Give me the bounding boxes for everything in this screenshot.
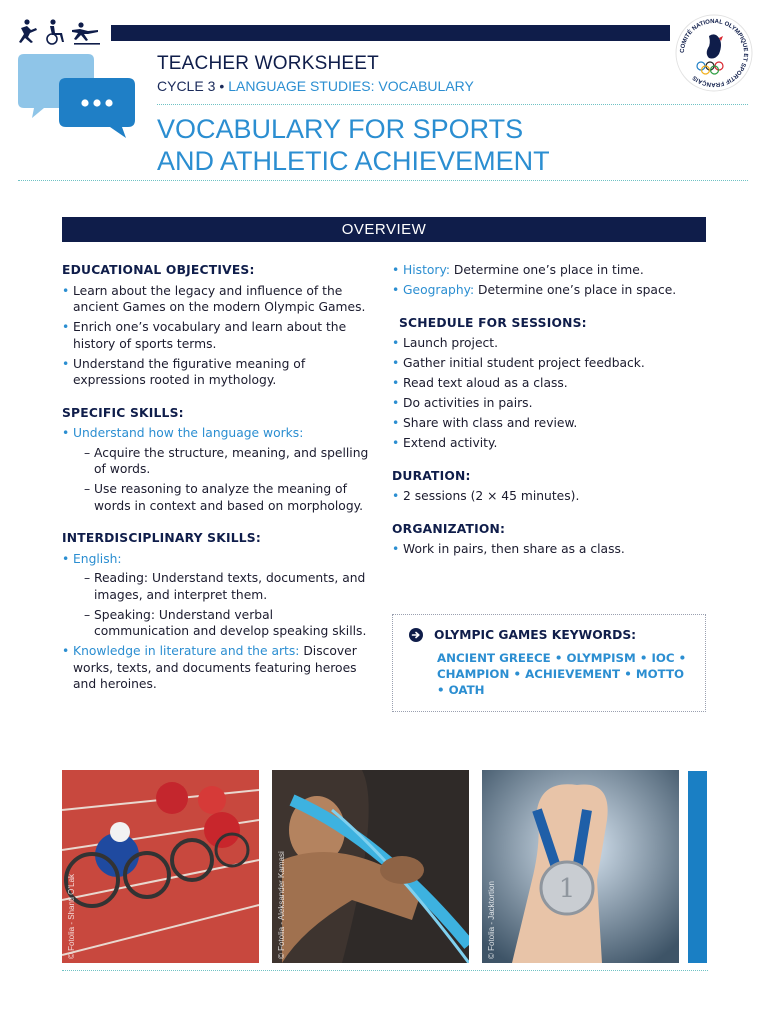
schedule-list	[392, 335, 712, 452]
seal-text: COMITÉ NATIONAL OLYMPIQUE ET SPORTIF FRANÇAIS	[679, 18, 749, 88]
organization-section	[392, 521, 712, 558]
arrow-right-circle-icon	[409, 628, 423, 642]
divider	[157, 104, 748, 105]
list-item: • Launch project.	[392, 335, 712, 352]
photo-credit: © Fotolia - Shanti O’Lak	[67, 873, 76, 959]
literature-text: Discover works, texts, and documents featuring heroes and heroines.	[73, 644, 357, 691]
keywords-heading: OLYMPIC GAMES KEYWORDS:	[434, 628, 637, 642]
duration-list	[392, 488, 712, 505]
photo-medal	[482, 770, 679, 963]
english-lead: English:	[73, 551, 122, 566]
list-item: – Use reasoning to analyze the meaning of words in context and based on morphology.	[73, 481, 372, 514]
cycle-label: CYCLE 3	[157, 78, 216, 94]
literature-lead: Knowledge in literature and the arts:	[73, 644, 300, 658]
title-line-1: VOCABULARY FOR SPORTS	[157, 114, 524, 144]
list-item: • Learn about the legacy and influence of the ancient Games on the modern Olympic Games.	[62, 283, 372, 316]
schedule-heading: SCHEDULE FOR SESSIONS:	[399, 315, 587, 330]
list-item	[392, 262, 712, 279]
photo-wheelchair-race	[62, 770, 259, 963]
keywords-list: ANCIENT GREECE • OLYMPISM • IOC • CHAMPION • ACHIEVEMENT • MOTTO • OATH	[437, 651, 687, 697]
list-item	[62, 643, 372, 693]
javelin-image	[272, 770, 469, 963]
objectives-section	[62, 262, 372, 389]
right-column	[392, 262, 712, 574]
overview-banner: OVERVIEW	[62, 217, 706, 242]
list-item: • Enrich one’s vocabulary and learn about the history of sports terms.	[62, 319, 372, 352]
schedule-section	[392, 315, 712, 452]
history-lead: History:	[403, 263, 450, 277]
divider	[18, 180, 748, 181]
left-column	[62, 262, 372, 709]
skills-sublist	[73, 445, 372, 515]
specific-skills-section	[62, 405, 372, 515]
list-item: • Work in pairs, then share as a class.	[392, 541, 712, 558]
interdisciplinary-heading: INTERDISCIPLINARY SKILLS:	[62, 531, 261, 545]
svg-text:1: 1	[558, 874, 576, 904]
organization-list	[392, 541, 712, 558]
list-item: • Do activities in pairs.	[392, 395, 712, 412]
photo-javelin	[272, 770, 469, 963]
worksheet-type: TEACHER WORKSHEET	[157, 53, 379, 74]
interdisciplinary-section	[62, 530, 372, 693]
english-sublist	[73, 570, 372, 640]
skills-list	[62, 425, 372, 514]
list-item: • Extend activity.	[392, 435, 712, 452]
list-item	[62, 551, 372, 640]
skills-lead: Understand how the language works:	[73, 426, 304, 440]
skills-heading: SPECIFIC SKILLS:	[62, 405, 184, 420]
sport-pictograms-icon	[18, 18, 103, 46]
geography-lead: Geography:	[403, 283, 475, 297]
list-item: • Understand the figurative meaning of expressions rooted in mythology.	[62, 356, 372, 389]
header-subtitle	[157, 78, 474, 94]
list-item: – Reading: Understand texts, documents, and images, and interpret them.	[73, 570, 372, 603]
list-item: • Share with class and review.	[392, 415, 712, 432]
list-item: • Read text aloud as a class.	[392, 375, 712, 392]
objectives-list	[62, 283, 372, 389]
continued-skills	[392, 262, 712, 299]
header-bar	[111, 25, 670, 41]
list-item	[392, 282, 712, 299]
objectives-heading: EDUCATIONAL OBJECTIVES:	[62, 263, 255, 277]
speech-bubbles-icon	[18, 54, 138, 140]
list-item: • Gather initial student project feedback.	[392, 355, 712, 372]
list-item	[62, 425, 372, 514]
separator: •	[219, 78, 225, 94]
duration-heading: DURATION:	[392, 468, 471, 483]
cnosf-seal-logo	[675, 14, 753, 92]
history-geo-list	[392, 262, 712, 299]
page-title	[157, 113, 657, 177]
title-line-2: AND ATHLETIC ACHIEVEMENT	[157, 146, 550, 176]
geography-text: Determine one’s place in space.	[474, 283, 677, 297]
accent-strip	[688, 771, 707, 963]
list-item: • 2 sessions (2 × 45 minutes).	[392, 488, 712, 505]
list-item: – Acquire the structure, meaning, and spelling of words.	[73, 445, 372, 478]
wheelchair-race-image	[62, 770, 259, 963]
interdisciplinary-list	[62, 551, 372, 693]
medal-image	[482, 770, 679, 963]
photo-credit: © Fotolia - Jacktortion	[487, 881, 496, 959]
list-item: – Speaking: Understand verbal communication and develop speaking skills.	[73, 607, 372, 640]
divider	[62, 970, 708, 971]
subject-label: LANGUAGE STUDIES: VOCABULARY	[228, 78, 474, 94]
photo-credit: © Fotolia - Aleksander Kamasi	[277, 851, 286, 959]
duration-section	[392, 468, 712, 505]
history-text: Determine one’s place in time.	[450, 263, 644, 277]
organization-heading: ORGANIZATION:	[392, 521, 506, 536]
